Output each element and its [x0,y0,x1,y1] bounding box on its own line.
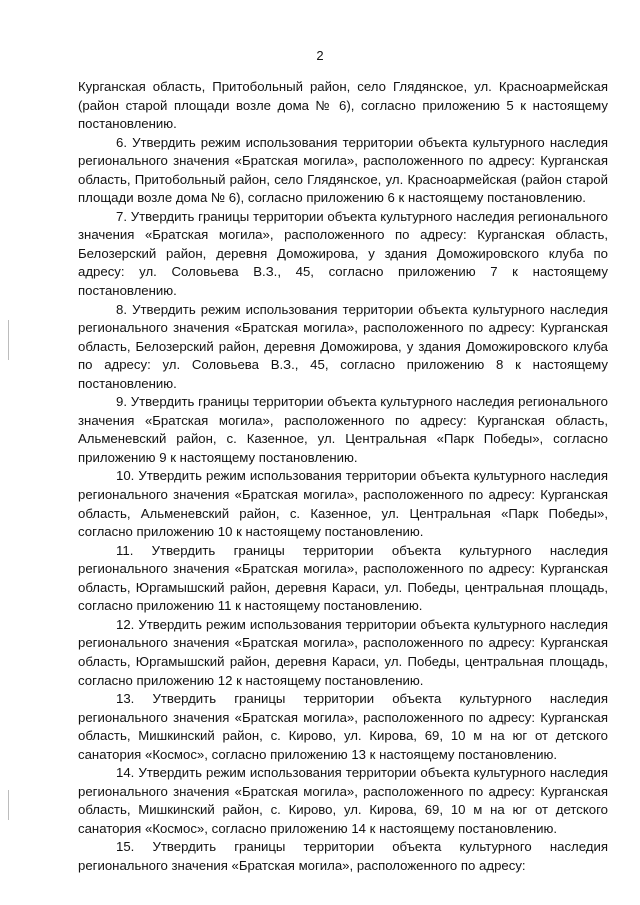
paragraph: 15. Утвердить границы территории объекта культурного наследия регионального значения «Братская могила», расположенного по адресу: [78,839,608,873]
paragraph: 9. Утвердить границы территории объекта культурного наследия регионального значения «Братская могила», расположенного по адресу: Курганская область, Альменевский район, с. Казенное, ул. Центральная «Парк Победы», согласно приложению 9 к настоящему постановлению. [78,394,608,465]
paragraph: 8. Утвердить режим использования территории объекта культурного наследия регионального значения «Братская могила», расположенного по адресу: Курганская область, Белозерский район, деревня Доможирова, у здания Доможировского клуба по адресу: ул. Соловьева В.З., 45, согласно приложению 8 к настоящему постановлению. [78,301,608,391]
scan-margin-line [8,320,9,360]
scan-margin-line [8,790,9,820]
paragraph: 12. Утвердить режим использования территории объекта культурного наследия регионального значения «Братская могила», расположенного по адресу: Курганская область, Юргамышский район, деревня Караси, ул. Победы, центральная площадь, согласно приложению 12 к настоящему постановлению. [78,616,608,688]
paragraph: 7. Утвердить границы территории объекта культурного наследия регионального значения «Братская могила», расположенного по адресу: Курганская область, Белозерский район, деревня Доможирова, у здания Доможировского клуба по адресу: ул. Соловьева В.З., 45, согласно приложению 7 к настоящему постановлению. [78,208,608,299]
paragraph: 6. Утвердить режим использования территории объекта культурного наследия регионального значения «Братская могила», расположенного по адресу: Курганская область, Притобольный район, село Глядянское, ул. Красноармейская (район старой площади возле дома № 6), согласно приложению 6 к настоящему постановлению. [78,134,608,206]
paragraph: Курганская область, Притобольный район, село Глядянское, ул. Красноармейская (район старой площади возле дома № 6), согласно приложению 5 к настоящему постановлению. [78,79,608,132]
document-body [78,78,608,876]
page-number: 2 [316,48,324,63]
paragraph: 10. Утвердить режим использования территории объекта культурного наследия регионального значения «Братская могила», расположенного по адресу: Курганская область, Альменевский район, с. Казенное, ул. Центральная «Парк Победы», согласно приложению 10 к настоящему постановлению. [78,468,608,540]
paragraph: 13. Утвердить границы территории объекта культурного наследия регионального значения «Братская могила», расположенного по адресу: Курганская область, Мишкинский район, с. Кирово, ул. Кирова, 69, 10 м на юг от детского санатория «Космос», согласно приложению 13 к настоящему постановлению. [78,691,608,762]
paragraph: 11. Утвердить границы территории объекта культурного наследия регионального значения «Братская могила», расположенного по адресу: Курганская область, Юргамышский район, деревня Караси, ул. Победы, центральная площадь, согласно приложению 11 к настоящему постановлению. [78,542,608,614]
paragraph: 14. Утвердить режим использования территории объекта культурного наследия регионального значения «Братская могила», расположенного по адресу: Курганская область, Мишкинский район, с. Кирово, ул. Кирова, 69, 10 м на юг от детского санатория «Космос», согласно приложению 14 к настоящему постановлению. [78,765,608,836]
